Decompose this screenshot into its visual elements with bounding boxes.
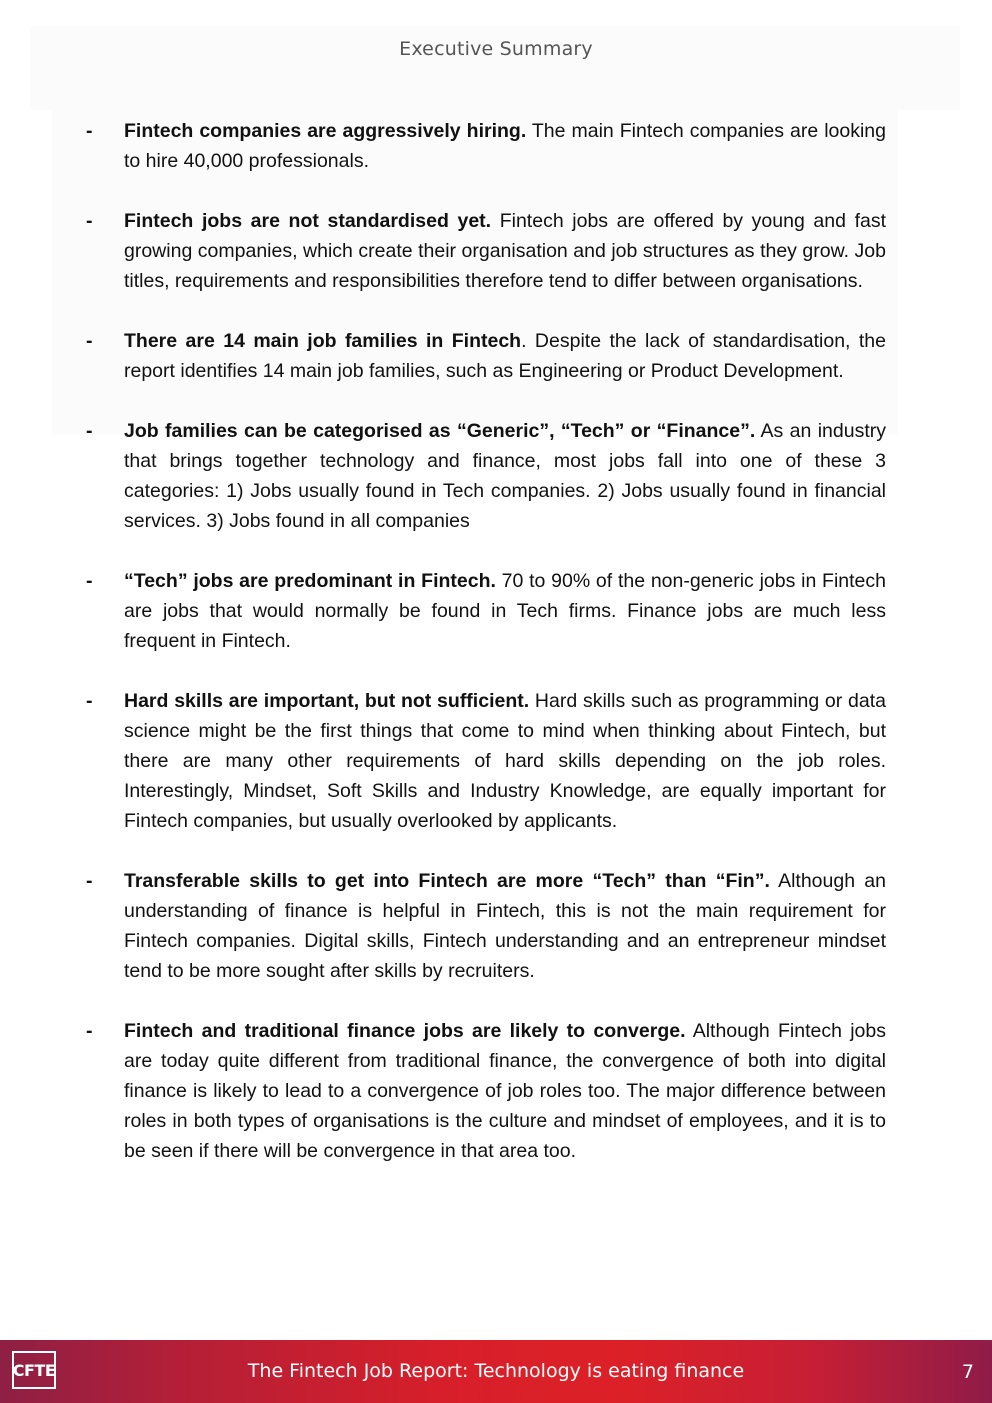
- bullet-lead: Fintech jobs are not standardised yet.: [124, 210, 492, 232]
- bullet-body: Although an understanding of finance is helpful in Fintech, this is not the main requirement for Fintech companies. Digital skills, Fintech understanding and an entrepreneur mindset tend to be more sought after skills by recruiters.: [124, 870, 886, 982]
- bullet-lead: Fintech companies are aggressively hiring.: [124, 120, 527, 142]
- summary-bullet: [86, 686, 886, 836]
- bullet-body: Fintech jobs are offered by young and fast growing companies, which create their organisation and job structures as they grow. Job titles, requirements and responsibilities therefore tend to differ between organisations.: [124, 210, 886, 292]
- footer-report-title: The Fintech Job Report: Technology is eating finance: [247, 1360, 745, 1382]
- cfte-logo: CFTE: [12, 1351, 56, 1389]
- summary-bullet: [86, 416, 886, 536]
- summary-bullet: [86, 1016, 886, 1166]
- bullet-lead: “Tech” jobs are predominant in Fintech.: [124, 570, 496, 592]
- bullet-lead: Fintech and traditional finance jobs are likely to converge.: [124, 1020, 686, 1042]
- bullet-body: The main Fintech companies are looking to hire 40,000 professionals.: [124, 120, 886, 172]
- bullet-lead: Job families can be categorised as “Generic”, “Tech” or “Finance”.: [124, 420, 756, 442]
- summary-bullet-list: [86, 116, 886, 1196]
- bullet-body: . Despite the lack of standardisation, the report identifies 14 main job families, such as Engineering or Product Development.: [124, 330, 886, 382]
- bullet-body: As an industry that brings together technology and finance, most jobs fall into one of these 3 categories: 1) Jobs usually found in Tech companies. 2) Jobs usually found in financial services. 3) Jobs found in all companies: [124, 420, 886, 532]
- summary-bullet: [86, 116, 886, 176]
- bullet-body: 70 to 90% of the non-generic jobs in Fintech are jobs that would normally be found in Tech firms. Finance jobs are much less frequent in Fintech.: [124, 570, 886, 652]
- summary-bullet: [86, 326, 886, 386]
- footer-bar: [0, 1340, 992, 1403]
- summary-bullet: [86, 206, 886, 296]
- bullet-body: Hard skills such as programming or data science might be the first things that come to mind when thinking about Fintech, but there are many other requirements of hard skills depending on the job roles. Interestingly, Mindset, Soft Skills and Industry Knowledge, are equally important for Fintech companies, but usually overlooked by applicants.: [124, 690, 886, 832]
- page-title: Executive Summary: [399, 38, 593, 60]
- summary-bullet: [86, 566, 886, 656]
- page-number: 7: [961, 1361, 974, 1383]
- bullet-lead: Transferable skills to get into Fintech are more “Tech” than “Fin”.: [124, 870, 770, 892]
- bullet-lead: There are 14 main job families in Fintech: [124, 330, 522, 352]
- bullet-body: Although Fintech jobs are today quite different from traditional finance, the convergence of both into digital finance is likely to lead to a convergence of job roles too. The major difference between roles in both types of organisations is the culture and mindset of employees, and it is to be seen if there will be convergence in that area too.: [124, 1020, 886, 1162]
- bullet-lead: Hard skills are important, but not sufficient.: [124, 690, 530, 712]
- summary-bullet: [86, 866, 886, 986]
